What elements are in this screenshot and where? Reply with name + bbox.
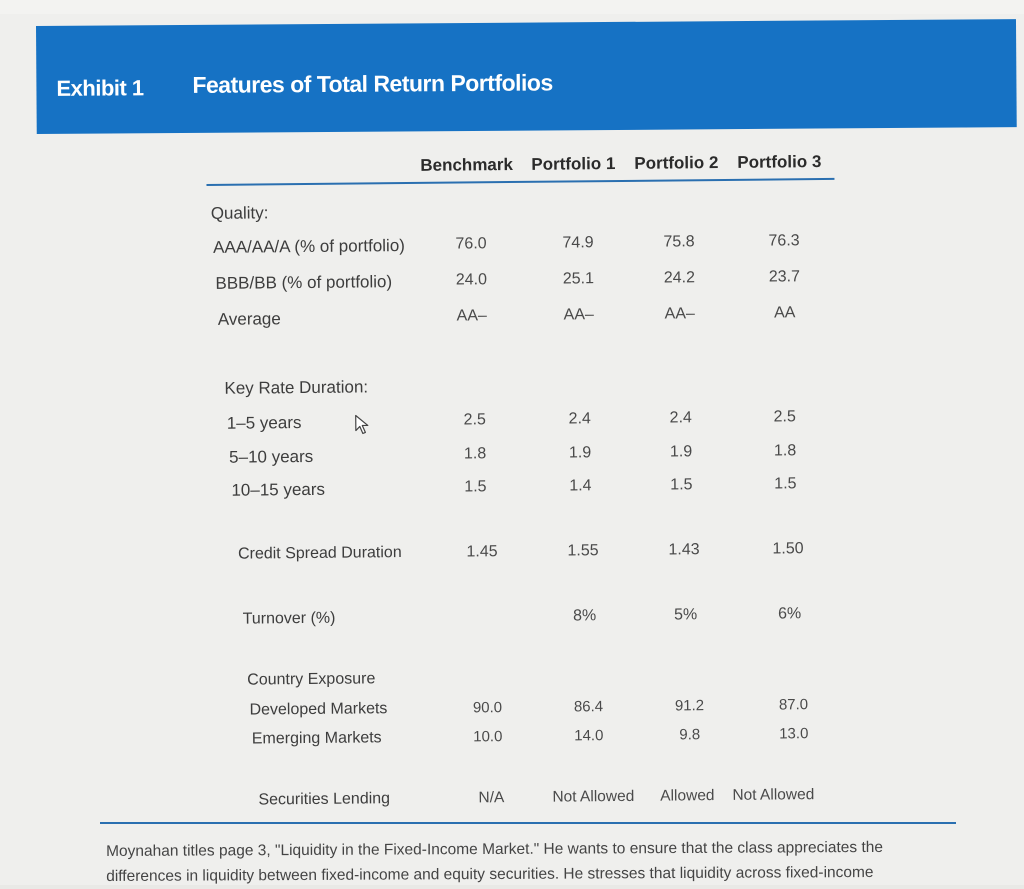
cell-bbb-portfolio-1: 25.1	[562, 270, 595, 288]
key-rate-heading: Key Rate Duration:	[224, 377, 369, 398]
row-label-emerging-markets: Emerging Markets	[251, 729, 382, 748]
cell-turnover-portfolio-1: 8%	[572, 607, 597, 625]
row-label-1-5-years: 1–5 years	[226, 413, 302, 433]
cell-10-15-portfolio-1: 1.4	[569, 477, 592, 495]
body-paragraph	[106, 835, 916, 889]
cell-bbb-portfolio-2: 24.2	[663, 269, 696, 287]
exhibit-title: Features of Total Return Portfolios	[192, 69, 553, 98]
portfolio-table	[200, 128, 856, 814]
cell-average-portfolio-3: AA	[773, 304, 796, 322]
cell-credit-spread-portfolio-2: 1.43	[668, 541, 700, 559]
cell-developed-benchmark: 90.0	[472, 699, 503, 717]
column-header-benchmark: Benchmark	[420, 154, 514, 175]
cell-developed-portfolio-3: 87.0	[778, 696, 809, 714]
cell-1-5-portfolio-3: 2.5	[773, 408, 796, 426]
column-header-portfolio-3: Portfolio 3	[737, 152, 822, 172]
cell-lending-benchmark: N/A	[478, 789, 505, 807]
cell-turnover-portfolio-2: 5%	[673, 606, 698, 624]
row-label-securities-lending: Securities Lending	[258, 790, 391, 809]
cell-average-benchmark: AA–	[456, 307, 487, 325]
column-header-portfolio-2: Portfolio 2	[634, 153, 719, 173]
row-label-bbb: BBB/BB (% of portfolio)	[215, 272, 393, 293]
cell-5-10-benchmark: 1.8	[463, 445, 487, 463]
cell-bbb-portfolio-3: 23.7	[768, 268, 801, 286]
cell-10-15-benchmark: 1.5	[464, 478, 487, 496]
row-label-average: Average	[217, 309, 281, 329]
cell-emerging-portfolio-2: 9.8	[679, 726, 701, 744]
row-label-aaa: AAA/AA/A (% of portfolio)	[212, 236, 405, 257]
paragraph-line-1: Moynahan titles page 3, "Liquidity in the Fixed-Income Market." He wants to ensure that the class appreciates the	[106, 838, 884, 860]
cell-aaa-benchmark: 76.0	[455, 235, 487, 253]
exhibit-label: Exhibit 1	[56, 75, 144, 101]
cell-aaa-portfolio-3: 76.3	[768, 232, 800, 250]
country-exposure-heading: Country Exposure	[247, 670, 376, 689]
mouse-pointer-icon	[355, 414, 371, 434]
cell-credit-spread-benchmark: 1.45	[466, 543, 498, 561]
column-header-portfolio-1: Portfolio 1	[531, 154, 616, 174]
cell-lending-portfolio-3: Not Allowed	[732, 786, 815, 804]
footer-rule	[100, 822, 956, 824]
cell-aaa-portfolio-1: 74.9	[562, 234, 594, 252]
cell-average-portfolio-2: AA–	[664, 305, 695, 323]
cell-5-10-portfolio-1: 1.9	[568, 444, 592, 462]
row-label-10-15-years: 10–15 years	[231, 479, 326, 500]
cell-emerging-benchmark: 10.0	[473, 728, 503, 746]
cell-5-10-portfolio-3: 1.8	[773, 442, 797, 460]
quality-heading: Quality:	[210, 203, 269, 223]
cell-aaa-portfolio-2: 75.8	[663, 233, 695, 251]
cell-lending-portfolio-1: Not Allowed	[552, 787, 635, 806]
header-rule	[206, 178, 834, 186]
document-page	[0, 14, 1024, 885]
row-label-developed-markets: Developed Markets	[249, 700, 388, 719]
top-strip	[0, 0, 1024, 14]
cell-emerging-portfolio-3: 13.0	[779, 725, 809, 743]
exhibit-banner	[36, 19, 1017, 134]
cell-lending-portfolio-2: Allowed	[660, 787, 715, 805]
cell-emerging-portfolio-1: 14.0	[574, 727, 604, 745]
cell-bbb-benchmark: 24.0	[455, 271, 488, 289]
cell-average-portfolio-1: AA–	[563, 306, 594, 324]
cell-turnover-portfolio-3: 6%	[777, 605, 802, 623]
cell-1-5-portfolio-1: 2.4	[568, 410, 591, 428]
cell-credit-spread-portfolio-3: 1.50	[772, 540, 804, 558]
cell-10-15-portfolio-3: 1.5	[774, 475, 797, 493]
paragraph-line-2: differences in liquidity between fixed-income and equity securities. He stresses that liquidity across fixed-income	[106, 863, 874, 885]
cell-10-15-portfolio-2: 1.5	[670, 476, 693, 494]
cell-credit-spread-portfolio-1: 1.55	[567, 542, 599, 560]
row-label-turnover: Turnover (%)	[242, 609, 336, 628]
cell-developed-portfolio-2: 91.2	[674, 697, 705, 715]
cell-1-5-portfolio-2: 2.4	[669, 409, 692, 427]
cell-developed-portfolio-1: 86.4	[573, 698, 604, 716]
row-label-5-10-years: 5–10 years	[229, 446, 314, 467]
row-label-credit-spread: Credit Spread Duration	[237, 544, 402, 563]
cell-5-10-portfolio-2: 1.9	[669, 443, 693, 461]
cell-1-5-benchmark: 2.5	[463, 411, 486, 429]
